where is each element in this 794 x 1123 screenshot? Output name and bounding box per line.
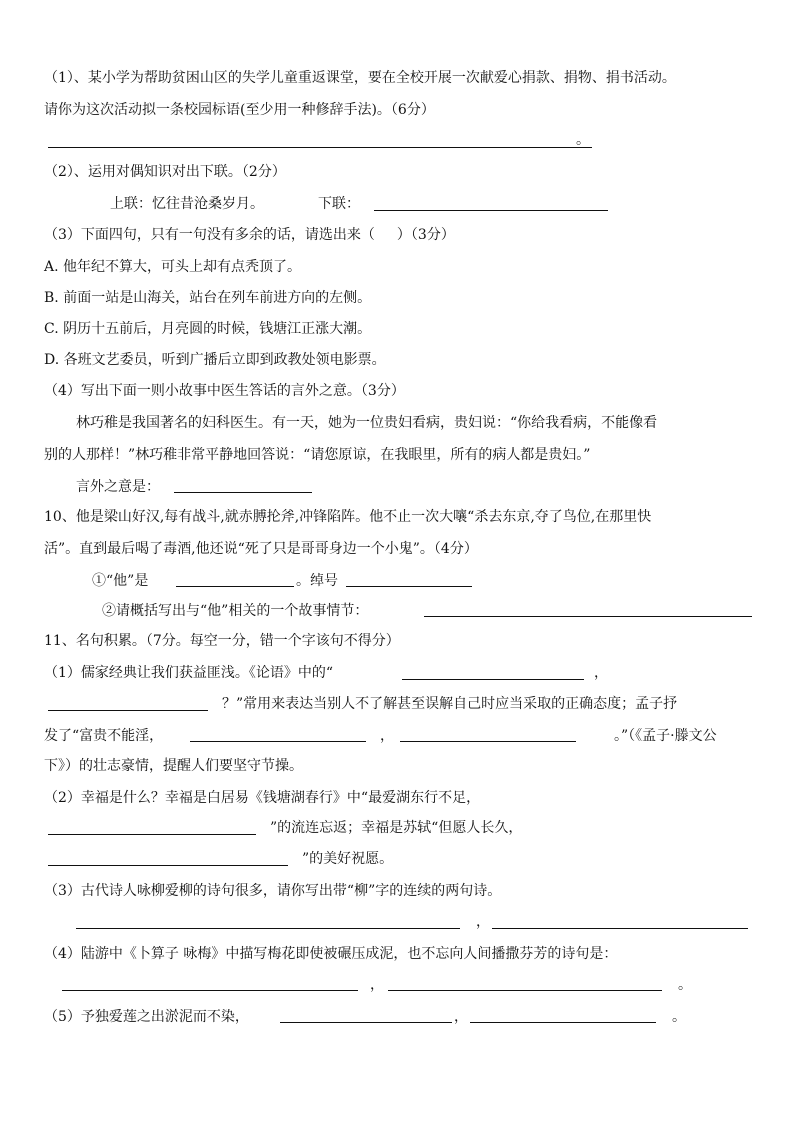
q10-sub2-label: ②请概括写出与“他”相关的一个故事情节： bbox=[102, 603, 369, 619]
q2-answer-blank[interactable] bbox=[374, 210, 608, 211]
q11-p1-line4: 下》）的壮志豪情，提醒人们要坚守节操。 bbox=[44, 758, 303, 774]
q4-story-line1: 林巧稚是我国著名的妇科医生。有一天，她为一位贵妇看病，贵妇说：“你给我看病，不能像看 bbox=[76, 415, 658, 431]
q4-stem: （4）写出下面一则小故事中医生答话的言外之意。（3分） bbox=[44, 383, 405, 399]
q11-p3-line1: （3）古代诗人咏柳爱柳的诗句很多，请你写出带“柳”字的连续的两句诗。 bbox=[44, 883, 502, 899]
q11-p2-blank1[interactable] bbox=[48, 834, 256, 835]
q11-p1-line1: （1）儒家经典让我们获益匪浅。《论语》中的“ bbox=[44, 665, 334, 681]
q11-p2-line1: （2）幸福是什么？幸福是白居易《钱塘湖春行》中“最爱湖东行不足， bbox=[44, 790, 481, 806]
q11-p5-blank1[interactable] bbox=[280, 1022, 452, 1023]
q11-p1-blank3[interactable] bbox=[190, 741, 366, 742]
q11-p3-comma: ， bbox=[476, 914, 490, 930]
q4-answer-label: 言外之意是： bbox=[76, 479, 160, 495]
q3-stem-a: （3）下面四句，只有一句没有多余的话，请选出来（ bbox=[44, 227, 375, 243]
q11-p1-line2: ？”常用来表达当别人不了解甚至误解自己时应当采取的正确态度；孟子抒 bbox=[222, 696, 678, 712]
q1-line2: 请你为这次活动拟一条校园标语(至少用一种修辞手法)。（6分） bbox=[44, 102, 435, 118]
q11-p1-line3b: ， bbox=[380, 728, 394, 744]
q10-sub1-label: ①“他”是 bbox=[92, 573, 149, 589]
q4-story-line2: 别的人那样！”林巧稚非常平静地回答说：“请您原谅，在我眼里，所有的病人都是贵妇。” bbox=[44, 447, 591, 463]
q11-p1-blank4[interactable] bbox=[400, 741, 576, 742]
q11-p4-blank2[interactable] bbox=[388, 990, 662, 991]
q11-p4-line1: （4）陆游中《卜算子 咏梅》中描写梅花即使被碾压成泥，也不忘向人间播撒芬芳的诗句是： bbox=[44, 946, 618, 962]
q11-p4-blank1[interactable] bbox=[62, 990, 358, 991]
q3-option-c: C. 阴历十五前后，月亮圆的时候，钱塘江正涨大潮。 bbox=[44, 321, 372, 337]
q3-stem bbox=[44, 225, 455, 245]
q3-option-a: A. 他年纪不算大，可头上却有点秃顶了。 bbox=[44, 259, 302, 275]
q11-p1-comma: ， bbox=[594, 665, 608, 681]
q11-p5-comma: ， bbox=[454, 1009, 468, 1025]
q3-option-d: D. 各班文艺委员，听到广播后立即到政教处领电影票。 bbox=[44, 352, 386, 368]
q11-p1-line3a: 发了“富贵不能淫， bbox=[44, 728, 164, 744]
q11-p1-line3c: 。”（《孟子·滕文公 bbox=[614, 728, 717, 744]
q10-name-blank[interactable] bbox=[176, 586, 294, 587]
q11-p2-blank2[interactable] bbox=[48, 865, 288, 866]
q11-p4-comma: ， bbox=[370, 977, 384, 993]
q11-title: 11、名句积累。（7分。每空一分，错一个字该句不得分） bbox=[44, 633, 400, 649]
q2-upper-couplet: 上联：忆往昔沧桑岁月。 bbox=[110, 196, 264, 212]
q2-lower-label: 下联： bbox=[318, 196, 360, 212]
q11-p5-blank2[interactable] bbox=[470, 1022, 656, 1023]
q11-p1-blank1[interactable] bbox=[402, 679, 584, 680]
q2-line1: （2）、运用对偶知识对出下联。（2分） bbox=[44, 164, 286, 180]
q1-answer-blank[interactable] bbox=[48, 147, 592, 148]
q1-line1: （1）、某小学为帮助贫困山区的失学儿童重返课堂，要在全校开展一次献爱心捐款、捐物、捐书活动。 bbox=[44, 70, 676, 86]
q10-line1: 10、他是梁山好汉,每有战斗,就赤膊抡斧,冲锋陷阵。他不止一次大嚷“杀去东京,夺了鸟位,在那里快 bbox=[44, 509, 652, 525]
q10-sub1-mid: 。绰号 bbox=[296, 573, 338, 589]
q3-option-b: B. 前面一站是山海关，站台在列车前进方向的左侧。 bbox=[44, 290, 372, 306]
q11-p4-end: 。 bbox=[678, 977, 692, 993]
q10-nickname-blank[interactable] bbox=[346, 586, 472, 587]
q10-line2: 活”。直到最后喝了毒酒,他还说“死了只是哥哥身边一个小鬼”。（4分） bbox=[44, 541, 478, 557]
q1-answer-end: 。 bbox=[576, 132, 590, 148]
q11-p5-end: 。 bbox=[672, 1009, 686, 1025]
q4-answer-blank[interactable] bbox=[174, 492, 312, 493]
q11-p1-blank2[interactable] bbox=[48, 710, 208, 711]
q11-p5-stem: （5）予独爱莲之出淤泥而不染， bbox=[44, 1009, 249, 1025]
q11-p2-line2: ”的流连忘返；幸福是苏轼“但愿人长久， bbox=[270, 820, 523, 836]
q11-p3-blank1[interactable] bbox=[76, 928, 460, 929]
q11-p3-blank2[interactable] bbox=[492, 928, 748, 929]
q11-p2-line3: ”的美好祝愿。 bbox=[302, 851, 394, 867]
q10-story-blank[interactable] bbox=[424, 616, 752, 617]
q3-stem-b: ）（3分） bbox=[396, 227, 455, 243]
